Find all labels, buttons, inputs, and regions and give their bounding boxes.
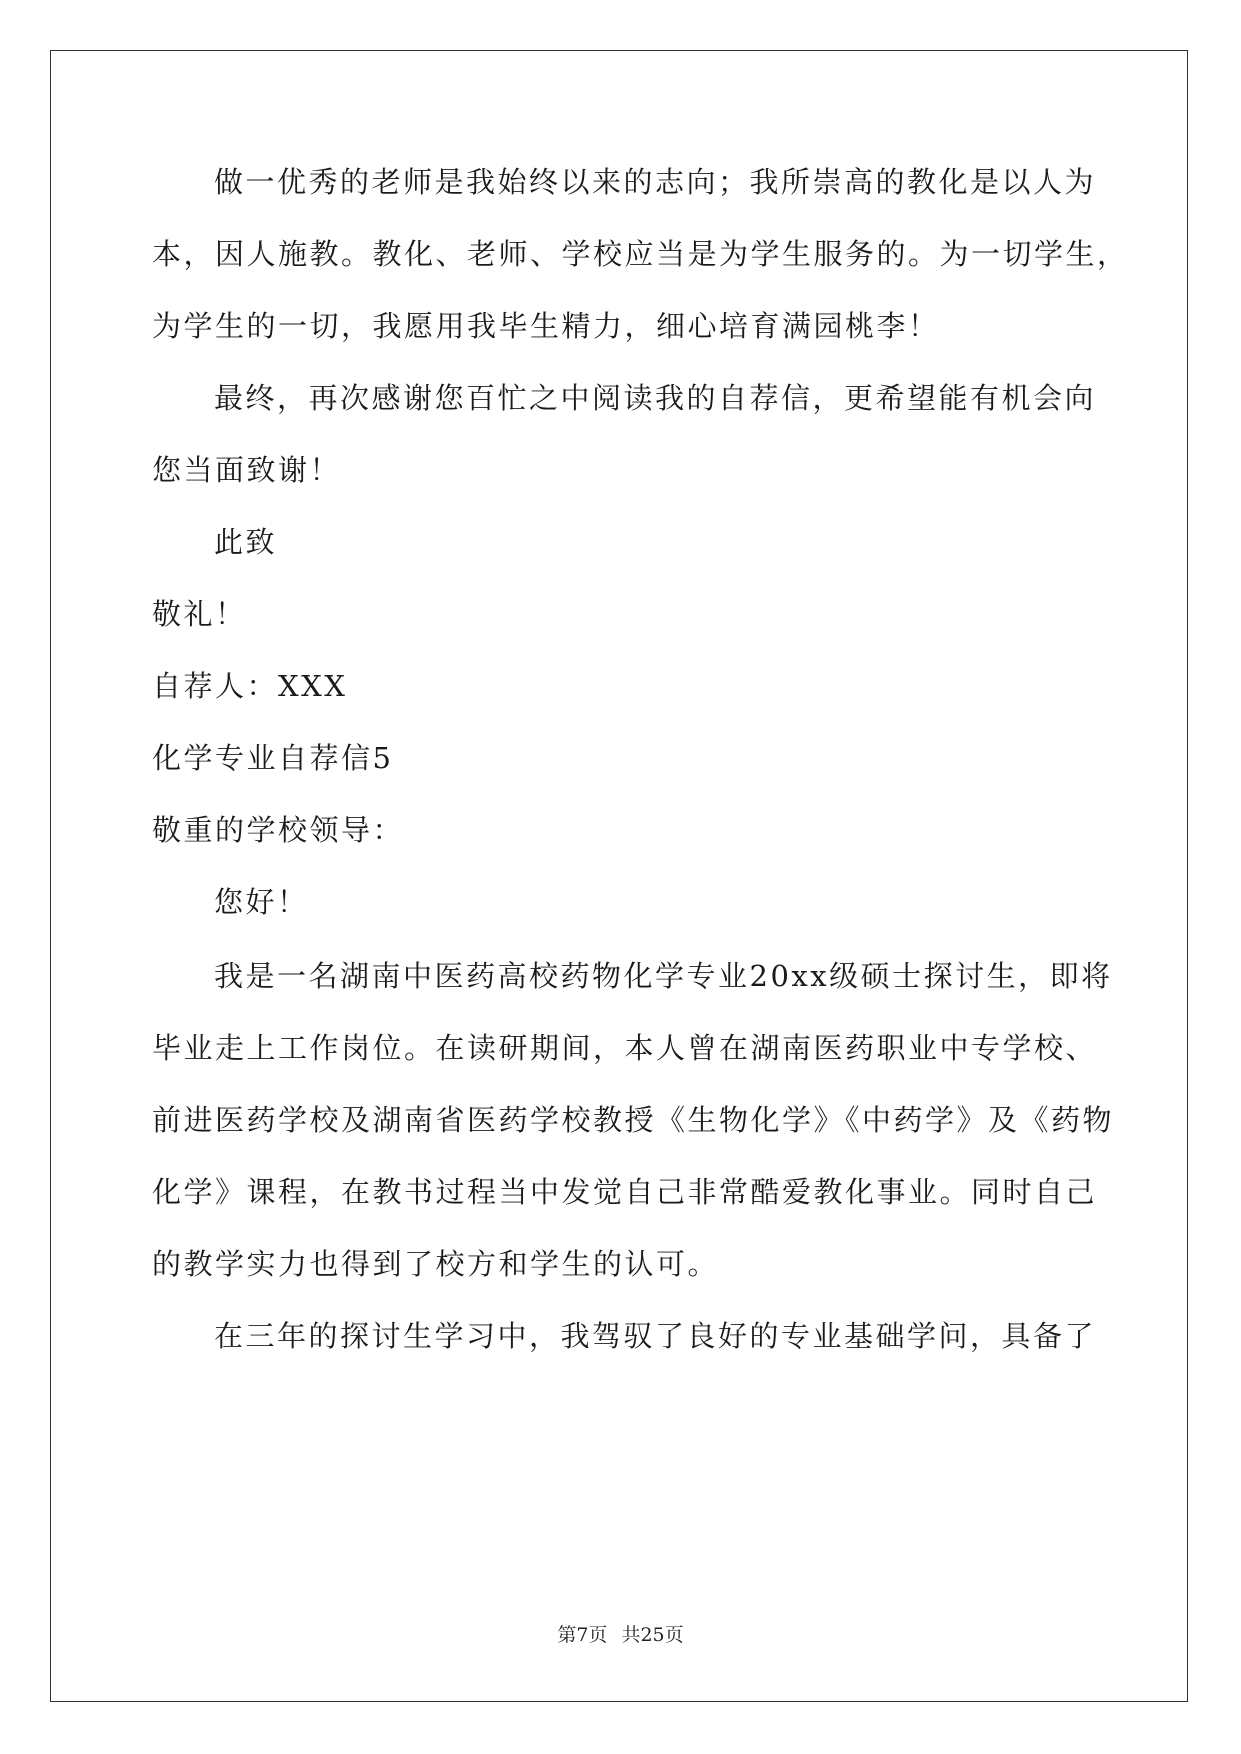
text-line: 的教学实力也得到了校方和学生的认可。 — [152, 1247, 720, 1281]
text-line: 敬礼！ — [152, 597, 247, 631]
text-line: 为学生的一切，我愿用我毕生精力，细心培育满园桃李！ — [152, 309, 940, 343]
page-border — [50, 50, 1188, 1702]
text-line: 在三年的探讨生学习中，我驾驭了良好的专业基础学问，具备了 — [214, 1319, 1097, 1353]
text-line: 您好！ — [214, 885, 309, 919]
text-line: 毕业走上工作岗位。在读研期间，本人曾在湖南医药职业中专学校、 — [152, 1031, 1098, 1065]
page-total: 共25页 — [621, 1624, 684, 1646]
text-line: 自荐人：XXX — [152, 669, 348, 703]
text-line: 本，因人施教。教化、老师、学校应当是为学生服务的。为一切学生， — [152, 237, 1129, 271]
text-line: 您当面致谢！ — [152, 453, 342, 487]
text-line: 此致 — [214, 525, 278, 559]
text-line: 我是一名湖南中医药高校药物化学专业20xx级硕士探讨生，即将 — [214, 959, 1113, 993]
text-line: 做一优秀的老师是我始终以来的志向；我所崇高的教化是以人为 — [214, 165, 1097, 199]
section-heading: 化学专业自荐信5 — [152, 741, 394, 775]
page-number: 第7页 — [557, 1624, 608, 1646]
text-line: 前进医药学校及湖南省医药学校教授《生物化学》《中药学》及《药物 — [152, 1103, 1115, 1137]
text-line: 敬重的学校领导： — [152, 813, 405, 847]
page-footer — [0, 1620, 1241, 1647]
text-line: 化学》课程，在教书过程当中发觉自己非常酷爱教化事业。同时自己 — [152, 1175, 1098, 1209]
text-line: 最终，再次感谢您百忙之中阅读我的自荐信，更希望能有机会向 — [214, 381, 1097, 415]
